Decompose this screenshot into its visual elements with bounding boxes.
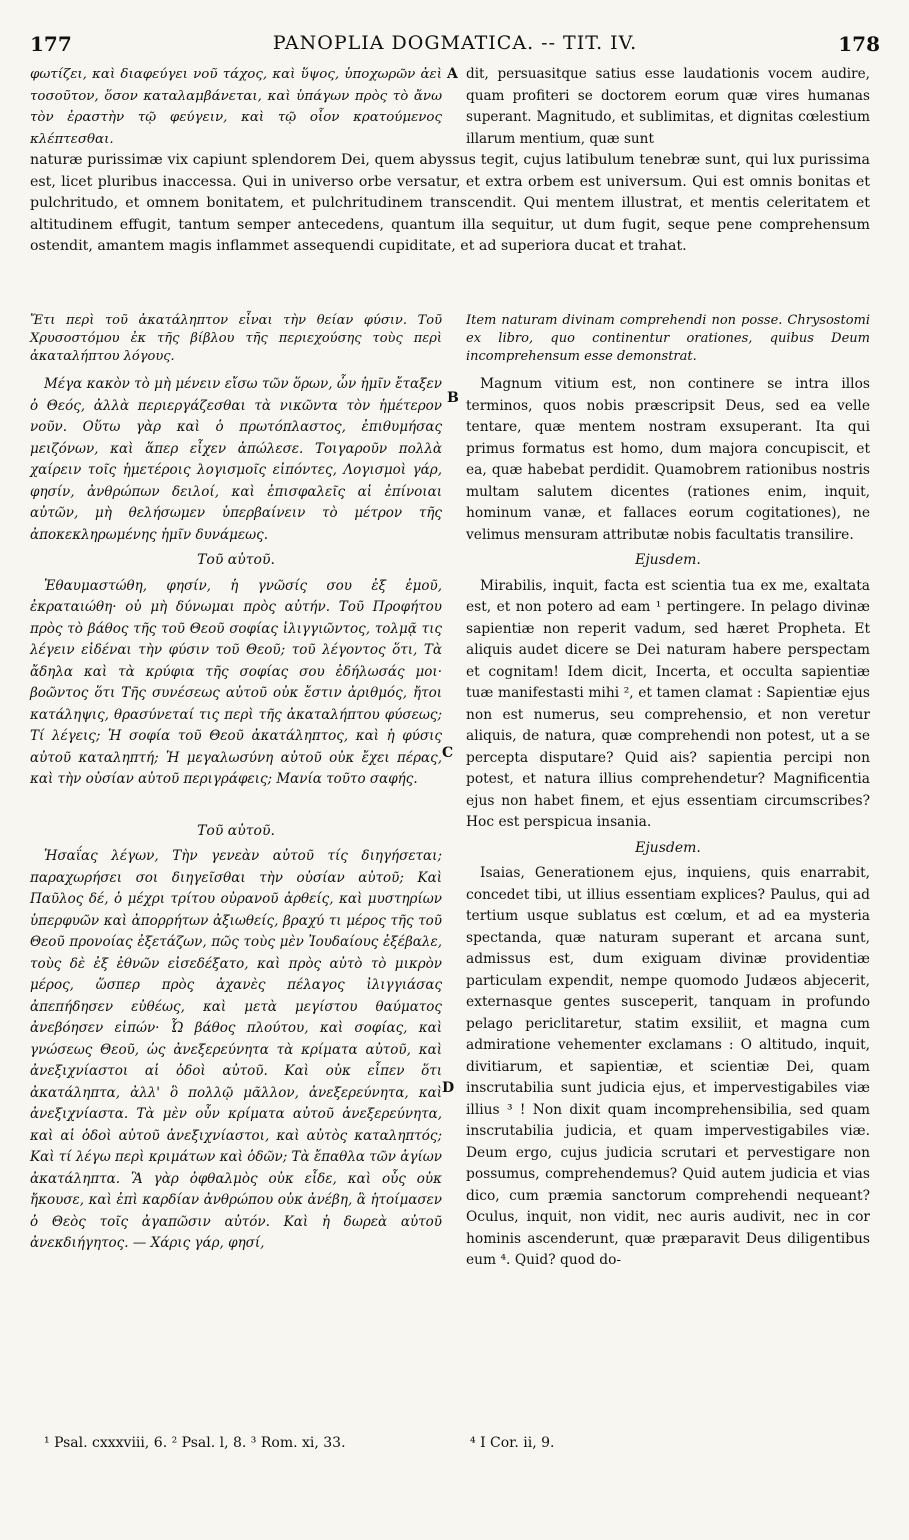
left-section-heading: Ἔτι περὶ τοῦ ἀκατάληπτον εἶναι τὴν θείαν φύσιν. Τοῦ Χρυσοστόμου ἐκ τῆς βίβλου τῆς περιεχούσης τοὺς περὶ ἀκαταλήπτου λόγους.	[30, 313, 442, 364]
left-greek-column	[30, 312, 442, 1255]
right-section-heading: Item naturam divinam comprehendi non posse. Chrysostomi ex libro, quo continentur orationes, quibus Deum incomprehensum esse demonstrat.	[466, 313, 870, 364]
left-paragraph-2: Ἐθαυμαστώθη, φησίν, ἡ γνῶσίς σου ἐξ ἐμοῦ, ἐκραταιώθη· οὐ μὴ δύνωμαι πρὸς αὐτήν. Τοῦ Προφήτου πρὸς τὸ βάθος τῆς τοῦ Θεοῦ σοφίας ἰλιγγιῶντος, τολμᾷ τις λέγειν εἰδέναι τὴν φύσιν τοῦ Θεοῦ; τοῦ λέγοντος ὅτι, Τὰ ἄδηλα καὶ τὰ κρύφια τῆς σοφίας σου ἐδήλωσάς μοι· βοῶντος ὅτι Τῆς συνέσεως αὐτοῦ οὐκ ἔστιν ἀριθμός, ἤτοι κατάληψις, θρασύνεταί τις περὶ τῆς ἀκαταλήπτου φύσεως; Τί λέγεις; Ἡ σοφία τοῦ Θεοῦ ἀκατάληπτος, καὶ ἡ φύσις αὐτοῦ καταληπτή; Ἡ μεγαλωσύνη αὐτοῦ οὐκ ἔχει πέρας, καὶ τὴν οὐσίαν αὐτοῦ περιγράφεις; Μανία τοῦτο σαφής.	[30, 577, 442, 787]
footnotes-left: ¹ Psal. cxxxviii, 6. ² Psal. l, 8. ³ Rom. xi, 33.	[44, 1435, 346, 1451]
right-paragraph-1: Magnum vitium est, non continere se intra illos terminos, quos nobis præscripsit Deus, sed ea velle tentare, quæ mentem nostram exsuperant. Ita qui primus formatus est homo, dum majora concupiscit, et ea, quæ habebat perdidit. Quamobrem rationibus nostris multam salutem dicentes (rationes enim, inquit, hominum vanæ, et fallaces eorum cogitationes), ne velimus mensuram attributæ nobis facultatis transilire.	[466, 376, 870, 543]
top-greek-text: φωτίζει, καὶ διαφεύγει νοῦ τάχος, καὶ ὕψος, ὑποχωρῶν ἀεὶ τοσοῦτον, ὅσον καταλαμβάνεται, καὶ ὑπάγων πρὸς τὸ ἄνω τὸν ἐραστὴν τῷ φεύγειν, καὶ τῷ οἷον κρατούμενος κλέπτεσθαι.	[30, 67, 442, 147]
page-number-left: 177	[30, 32, 72, 56]
margin-letter-c: C	[442, 745, 454, 761]
margin-letter-a: A	[447, 66, 458, 82]
page-number-right: 178	[838, 32, 880, 56]
left-paragraph-1: Μέγα κακὸν τὸ μὴ μένειν εἴσω τῶν ὅρων, ὧν ἡμῖν ἔταξεν ὁ Θεός, ἀλλὰ περιεργάζεσθαι τὰ νικῶντα τὸν ἡμέτερον νοῦν. Οὕτω γὰρ καὶ ὁ πρωτόπλαστος, ἐπιθυμήσας μειζόνων, καὶ ἅπερ εἶχεν ἀπώλεσε. Τοιγαροῦν πολλὰ χαίρειν τοῖς ἡμετέροις λογισμοῖς εἰπόντες, Λογισμοὶ γάρ, φησίν, ἀνθρώπων δειλοί, καὶ ἐπισφαλεῖς αἱ ἐπίνοιαι αὐτῶν, μὴ θελήσωμεν ὑπερβαίνειν τὸ μέτρον τῆς ἀποκεκληρωμένης ἡμῖν δυνάμεως.	[30, 376, 442, 543]
margin-letter-b: B	[447, 390, 459, 406]
left-paragraph-3: Ἡσαΐας λέγων, Τὴν γενεὰν αὐτοῦ τίς διηγήσεται; παραχωρήσει σοι διηγεῖσθαι τὴν οὐσίαν αὐτοῦ; Καὶ Παῦλος δέ, ὁ μέχρι τρίτου οὐρανοῦ ἀρθείς, καὶ μυστηρίων ὑπερφυῶν καὶ ἀπορρήτων ἀξιωθείς, βραχύ τι μέρος τῆς τοῦ Θεοῦ προνοίας ἐξετάζων, πῶς τοὺς μὲν Ἰουδαίους ἐξέβαλε, τοὺς δὲ ἐξ ἐθνῶν εἰσεδέξατο, καὶ πρὸς αὐτὸ τὸ μικρὸν μέρος, ὥσπερ πρὸς ἀχανὲς πέλαγος ἰλιγγιάσας ἀπεπήδησεν εὐθέως, καὶ μετὰ μεγίστου θαύματος ἀνεβόησεν εἰπών· Ὦ βάθος πλούτου, καὶ σοφίας, καὶ γνώσεως Θεοῦ, ὡς ἀνεξερεύνητα τὰ κρίματα αὐτοῦ, καὶ ἀνεξιχνίαστοι αἱ ὁδοὶ αὐτοῦ. Καὶ οὐκ εἶπεν ὅτι ἀκατάληπτα, ἀλλ' ὃ πολλῷ μᾶλλον, ἀνεξερεύνητα, καὶ ἀνεξιχνίαστα. Τὰ μὲν οὖν κρίματα αὐτοῦ ἀνεξερεύνητα, καὶ αἱ ὁδοὶ αὐτοῦ ἀνεξιχνίαστοι, καὶ αὐτὸς καταληπτός; Καὶ τί λέγω περὶ κριμάτων καὶ ὁδῶν; Τὰ ἔπαθλα τῶν ἁγίων ἀκατάληπτα. Ἃ γὰρ ὀφθαλμὸς οὐκ εἶδε, καὶ οὖς οὐκ ἤκουσε, καὶ ἐπὶ καρδίαν ἀνθρώπου οὐκ ἀνέβη, ἃ ἡτοίμασεν ὁ Θεὸς τοῖς ἀγαπῶσιν αὐτόν. Καὶ ἡ δωρεὰ αὐτοῦ ἀνεκδιήγητος. — Χάρις γάρ, φησί,	[30, 848, 442, 1251]
right-paragraph-3: Isaias, Generationem ejus, inquiens, quis enarrabit, concedet tibi, ut illius essentiam explices? Paulus, qui ad tertium usque sublatus est cœlum, et ad ea mysteria spectanda, quæ naturam superant et arcana sunt, admissus est, dum exiguam divinæ providentiæ particulam expendit, nempe quomodo Judæos abjecerit, externasque gentes susceperit, tanquam in profundo pelago periclitaretur, statim exsiliit, et magna cum admiratione vehementer exclamans : O altitudo, inquit, divitiarum, et sapientiæ, et scientiæ Dei, quam inscrutabilia sunt judicia ejus, et impervestigabiles viæ illius ³ ! Non dixit quam incomprehensibilia, sed quam inscrutabilia judicia, et quam impervestigabiles viæ. Deum ergo, cujus judicia scrutari et pervestigare non possumus, comprehendemus? Quid autem judicia et vias dico, cum præmia sanctorum comprehendi nequeant? Oculus, inquit, non vidit, nec auris audivit, nec in cor hominis ascenderunt, quæ præparavit Deus diligentibus eum ⁴. Quid? quod do-	[466, 865, 870, 1268]
right-paragraph-2: Mirabilis, inquit, facta est scientia tua ex me, exaltata est, et non potero ad eam ¹ pertingere. In pelago divinæ sapientiæ non reperit vadum, sed hæret Propheta. Et aliquis audet dicere se Dei naturam habere perspectam et cognitam! Idem dicit, Incerta, et occulta sapientiæ tuæ manifestasti mihi ², et tamen clamat : Sapientiæ ejus non est numerus, seu comprehensio, et non veretur aliquis, de natura, quæ comprehendi non potest, ut a se percepta disputare? Quid ais? sapientia percipi non potest, et natura illius comprehendetur? Magnificentia ejus non habet finem, et ejus essentiam circumscribes? Hoc est perspicua insania.	[466, 577, 870, 830]
right-heading-2: Ejusdem.	[635, 552, 701, 568]
left-heading-2: Τοῦ αὐτοῦ.	[197, 552, 275, 568]
top-latin-text: dit, persuasitque satius esse laudationis vocem audire, quam profiteri se doctorem eorum quæ vires humanas superant. Magnitudo, et sublimitas, et dignitas cœlestium illarum mentium, quæ sunt	[466, 66, 870, 147]
wide-latin-paragraph: naturæ purissimæ vix capiunt splendorem Dei, quem abyssus tegit, cujus latibulum tenebræ sunt, qui lux purissima est, licet pluribus inaccessa. Qui in universo orbe versatur, et extra orbem est universum. Qui est omnis bonitas et pulchritudo, et omnem bonitatem, et pulchritudinem transcendit. Qui mentem illustrat, et mentis celeritatem et altitudinem effugit, tantum semper antecedens, quantum illa sequitur, ut dum fugit, seque pene comprehensum ostendit, amantem magis inflammet assequendi cupiditate, et ad superiora ducat et trahat.	[30, 152, 870, 254]
left-heading-3: Τοῦ αὐτοῦ.	[197, 822, 275, 839]
right-heading-3: Ejusdem.	[635, 839, 701, 856]
footnotes-right: ⁴ I Cor. ii, 9.	[470, 1435, 555, 1451]
right-latin-column	[466, 312, 870, 1272]
running-header	[30, 32, 880, 58]
running-title: PANOPLIA DOGMATICA. -- TIT. IV.	[272, 32, 638, 54]
margin-letter-d: D	[442, 1080, 455, 1096]
